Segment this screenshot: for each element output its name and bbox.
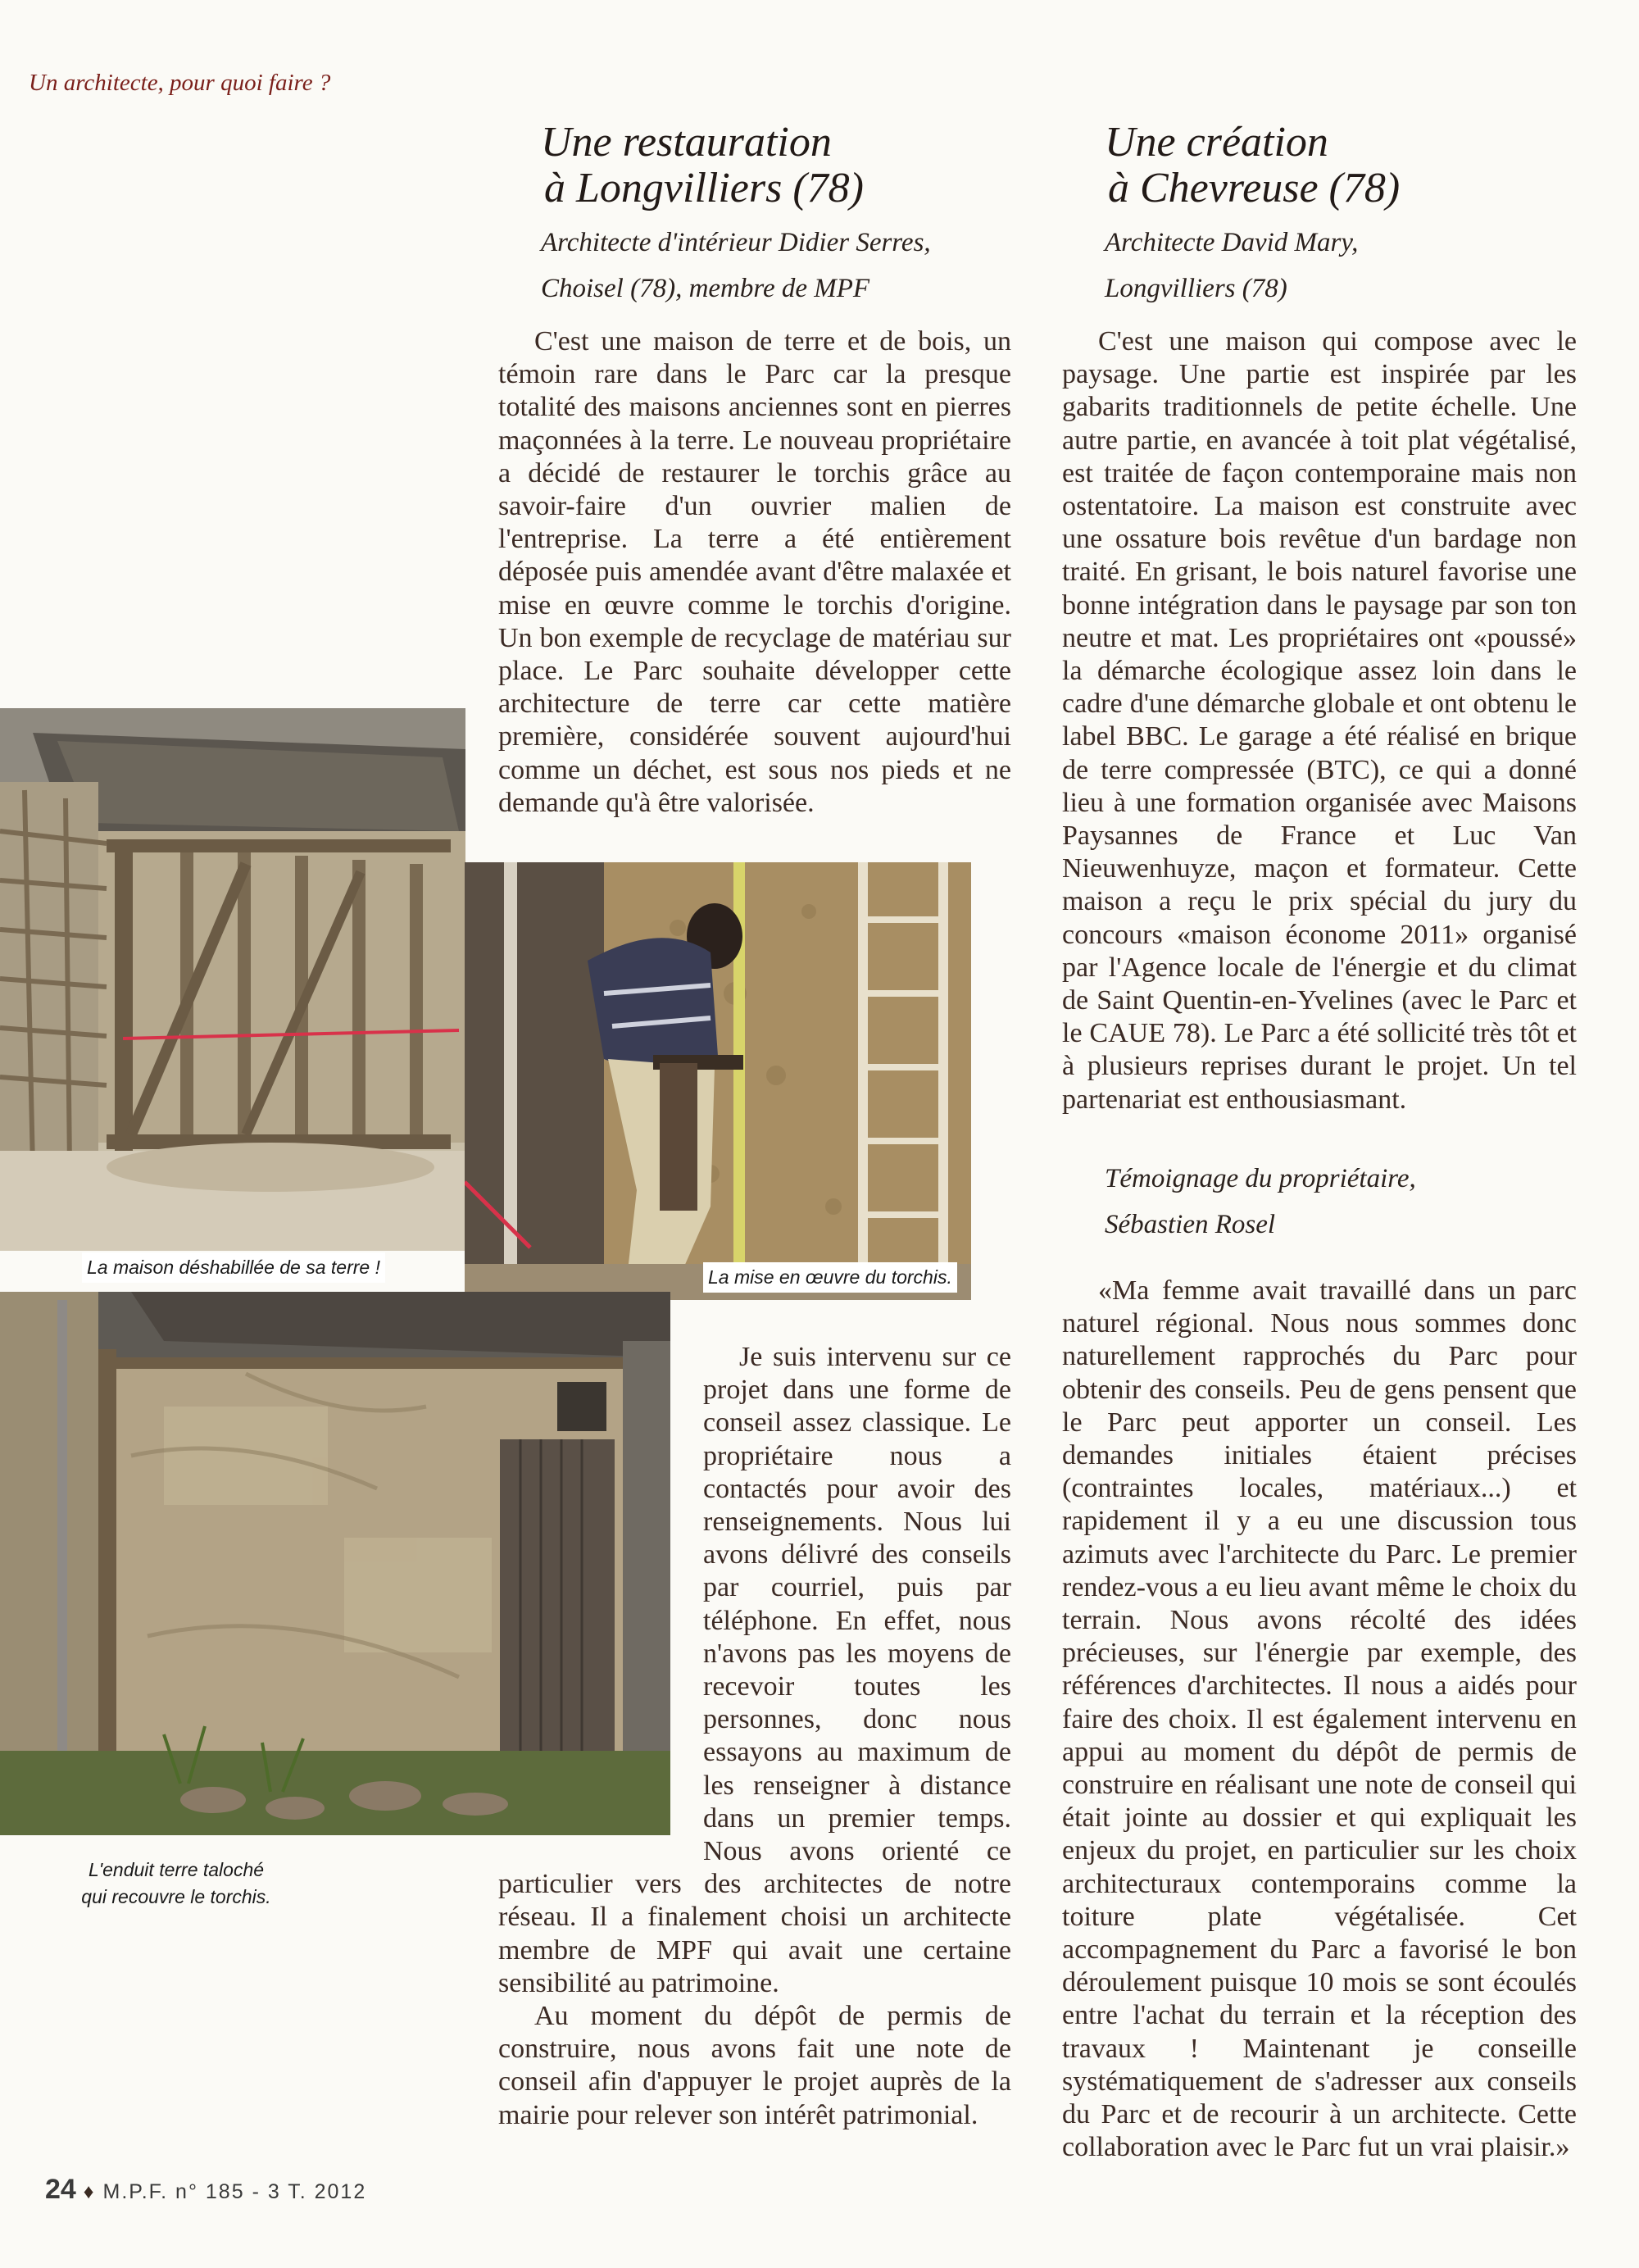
caption-torchis-application: La mise en œuvre du torchis. [703, 1262, 957, 1293]
section-title: Un architecte, pour quoi faire ? [29, 70, 331, 96]
paragraph: C'est une maison qui compose avec le paysage. Une partie est inspirée par les gabarits traditionnels de petite échelle. Une autre partie, en avancée à toit plat végétalisé, est traitée de façon contemporaine mais non ostentatoire. La maison est construite avec une ossature bois revêtue d'un bardage non traité. En grisant, le bois naturel favorise une bonne intégration dans le paysage par son ton neutre et mat. Les propriétaires ont «poussé» la démarche écologique assez loin dans le cadre d'une démarche globale et ont obtenu le label BBC. Le garage a été réalisé en brique de terre compressée (BTC), ce qui a donné lieu à une formation organisée avec Maisons Paysannes de France et Luc Van Nieuwenhuyze, maçon et formateur. Cette maison a reçu le prix spécial du jury du concours «maison économe 2011» organisé par l'Agence locale de l'énergie et du climat de Saint Quentin-en-Yvelines (avec le Parc et le CAUE 78). Le Parc a été sollicité très tôt et à plusieurs reprises durant le projet. Un tel partenariat est enthousiasmant. [1062, 326, 1577, 1115]
caption-earth-render: L'enduit terre taloché qui recouvre le torchis. [81, 1859, 271, 1907]
photo-timber-frame [0, 708, 465, 1251]
caption-timber-frame: La maison déshabillée de sa terre ! [82, 1252, 385, 1283]
paragraph: «Ma femme avait travaillé dans un parc naturel régional. Nous nous sommes donc naturellement rapprochés du Parc pour obtenir des conseils. Peu de gens pensent que le Parc peut apporter un conseil. Les demandes initiales étaient précises (contraintes locales, matériaux...) et rapidement il y a eu une discussion tous azimuts avec l'architecte du Parc. Le premier rendez-vous a eu lieu avant même le choix du terrain. Nous avons récolté des idées précieuses, sur l'énergie par exemple, des références d'architectes. Il nous a aidés pour faire des choix. Il est également intervenu en appui au moment du dépôt de permis de construire en réalisant une note de conseil qui était jointe au dossier et qui expliquait les enjeux du projet, en particulier sur les choix architecturaux contemporains comme la toiture plate végétalisée. Cet accompagnement du Parc a favorisé le bon déroulement puisque 10 mois se sont écoulés entre l'achat du terrain et la réception des travaux ! Maintenant je conseille systématiquement de s'adresser aux conseils du Parc et de recourir à un architecte. Cette collaboration avec le Parc fut un vrai plaisir.» [1062, 1275, 1577, 2163]
article-1-body [498, 325, 1011, 820]
paragraph: C'est une maison de terre et de bois, un témoin rare dans le Parc car la presque totalité des maisons anciennes sont en pierres maçonnées à la terre. Le nouveau propriétaire a décidé de restaurer le torchis grâce au savoir-faire d'un ouvrier malien de l'entreprise. La terre a été entièrement déposée puis amendée avant d'être malaxée et mise en œuvre comme le torchis d'origine. Un bon exemple de recyclage de matériau sur place. Le Parc souhaite développer cette architecture de terre car cette matière première, considérée souvent aujourd'hui comme un déchet, est sous nos pieds et ne demande qu'à être valorisée. [498, 326, 1011, 818]
testimony-quote [1062, 1275, 1577, 2164]
diamond-separator-icon: ♦ [83, 2180, 96, 2203]
paragraph: Je suis intervenu sur ce projet dans une forme de conseil assez classique. Le propriétaire nous a contactés pour avoir des renseignements. Nous lui avons délivré des conseils par courriel, puis par téléphone. En effet, nous n'avons pas les moyens de recevoir toutes les personnes, donc nous essayons au maximum de les renseigner à distance dans un premier temps. Nous avons orienté ce particulier vers des architectes de notre réseau. Il a finalement choisi un architecte membre de MPF qui avait une certaine sensibilité au patrimoine. [498, 1342, 1011, 1998]
page-number: 24 [45, 2174, 76, 2205]
article-1-title: Une restauration à Longvilliers (78) [541, 119, 864, 211]
article-2-byline: Architecte David Mary, Longvilliers (78) [1105, 228, 1359, 303]
testimony-heading: Témoignage du propriétaire, Sébastien Rosel [1105, 1164, 1416, 1239]
photo-wrap-spacer [498, 1341, 703, 1866]
issue-reference: M.P.F. n° 185 - 3 T. 2012 [102, 2180, 367, 2203]
article-2-title: Une création à Chevreuse (78) [1105, 119, 1401, 211]
page-footer [45, 2174, 366, 2206]
photo-torchis-application [465, 862, 971, 1300]
article-2-body [1062, 325, 1577, 1116]
paragraph: Au moment du dépôt de permis de construire, nous avons fait une note de conseil afin d'appuyer le projet auprès de la mairie pour relever son intérêt patrimonial. [498, 2001, 1011, 2130]
article-1-body-lower [498, 1341, 1011, 2132]
article-1-byline: Architecte d'intérieur Didier Serres, Choisel (78), membre de MPF [541, 228, 931, 303]
